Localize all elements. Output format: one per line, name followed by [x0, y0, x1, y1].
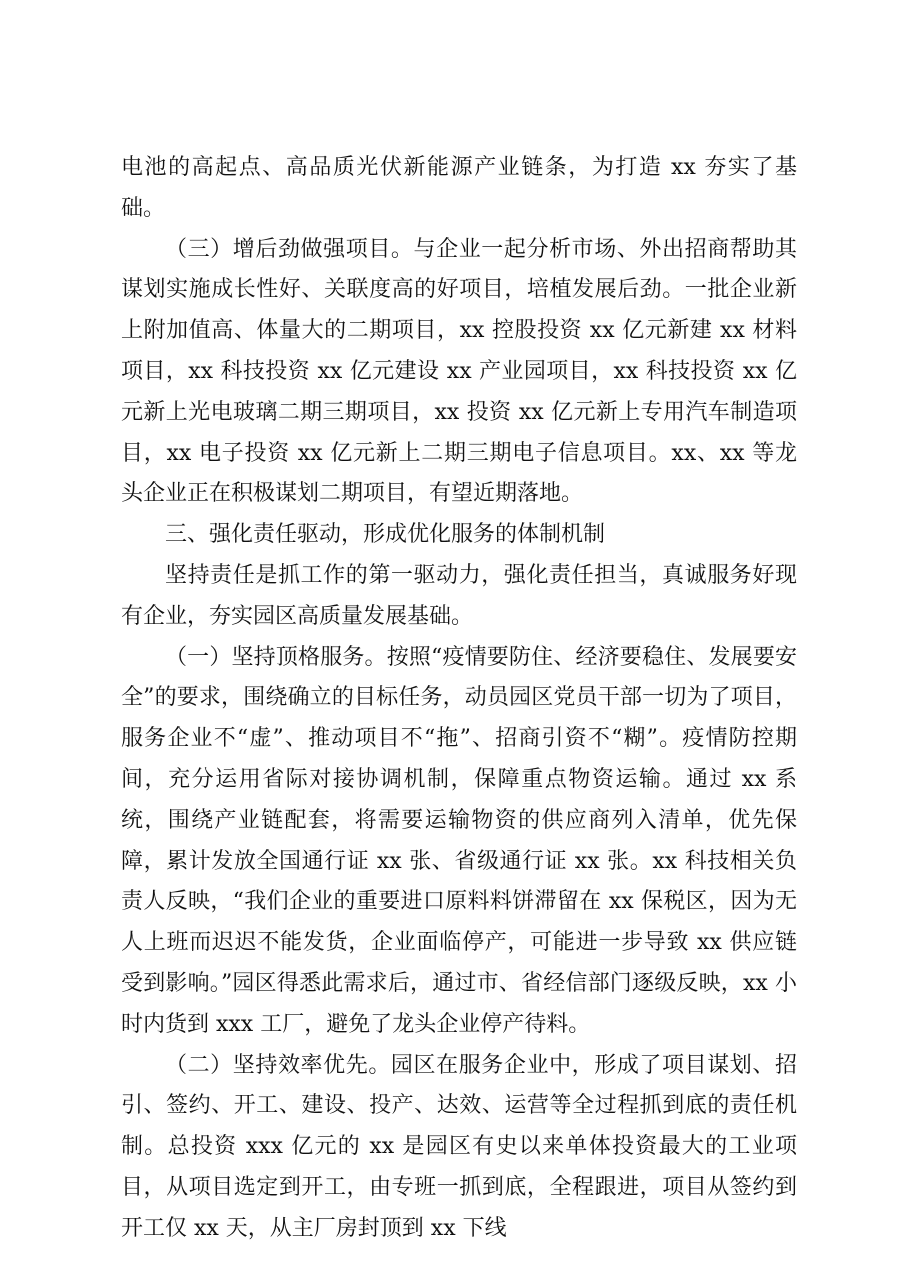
- paragraph-strengthen-projects: （三）增后劲做强项目。与企业一起分析市场、外出招商帮助其谋划实施成长性好、关联度高的好项目，培植发展后劲。一批企业新上附加值高、体量大的二期项目，xx 控股投资 xx 亿元新建 xx 材料项目，xx 科技投资 xx 亿元建设 xx 产业园项目，xx 科技投资 xx 亿元新上光电玻璃二期三期项目，xx 投资 xx 亿元新上专用汽车制造项目，xx 电子投资 xx 亿元新上二期三期电子信息项目。xx、xx 等龙头企业正在积极谋划二期项目，有望近期落地。: [121, 236, 797, 507]
- paragraph-top-service: （一）坚持顶格服务。按照“疫情要防住、经济要稳住、发展要安全”的要求，围绕确立的目标任务，动员园区党员干部一切为了项目，服务企业不“虚”、推动项目不“拖”、招商引资不“糊”。疫情防控期间，充分运用省际对接协调机制，保障重点物资运输。通过 xx 系统，围绕产业链配套，将需要运输物资的供应商列入清单，优先保障，累计发放全国通行证 xx 张、省级通行证 xx 张。xx 科技相关负责人反映，“我们企业的重要进口原料料饼滞留在 xx 保税区，因为无人上班而迟迟不能发货，企业面临停产，可能进一步导致 xx 供应链受到影响。”园区得悉此需求后，通过市、省经信部门逐级反映，xx 小时内货到 xxx 工厂，避免了龙头企业停产待料。: [121, 644, 797, 1037]
- document-body: [121, 148, 797, 1250]
- section-heading-three: 三、强化责任驱动，形成优化服务的体制机制: [165, 522, 606, 548]
- paragraph-efficiency-first: （二）坚持效率优先。园区在服务企业中，形成了项目谋划、招引、签约、开工、建设、投产、达效、运营等全过程抓到底的责任机制。总投资 xxx 亿元的 xx 是园区有史以来单体投资最大的工业项目，从项目选定到开工，由专班一抓到底，全程跟进，项目从签约到开工仅 xx 天，从主厂房封顶到 xx 下线: [121, 1052, 797, 1241]
- paragraph-continuation: 电池的高起点、高品质光伏新能源产业链条，为打造 xx 夯实了基础。: [121, 155, 797, 221]
- paragraph-responsibility-intro: 坚持责任是抓工作的第一驱动力，强化责任担当，真诚服务好现有企业，夯实园区高质量发展基础。: [121, 562, 797, 629]
